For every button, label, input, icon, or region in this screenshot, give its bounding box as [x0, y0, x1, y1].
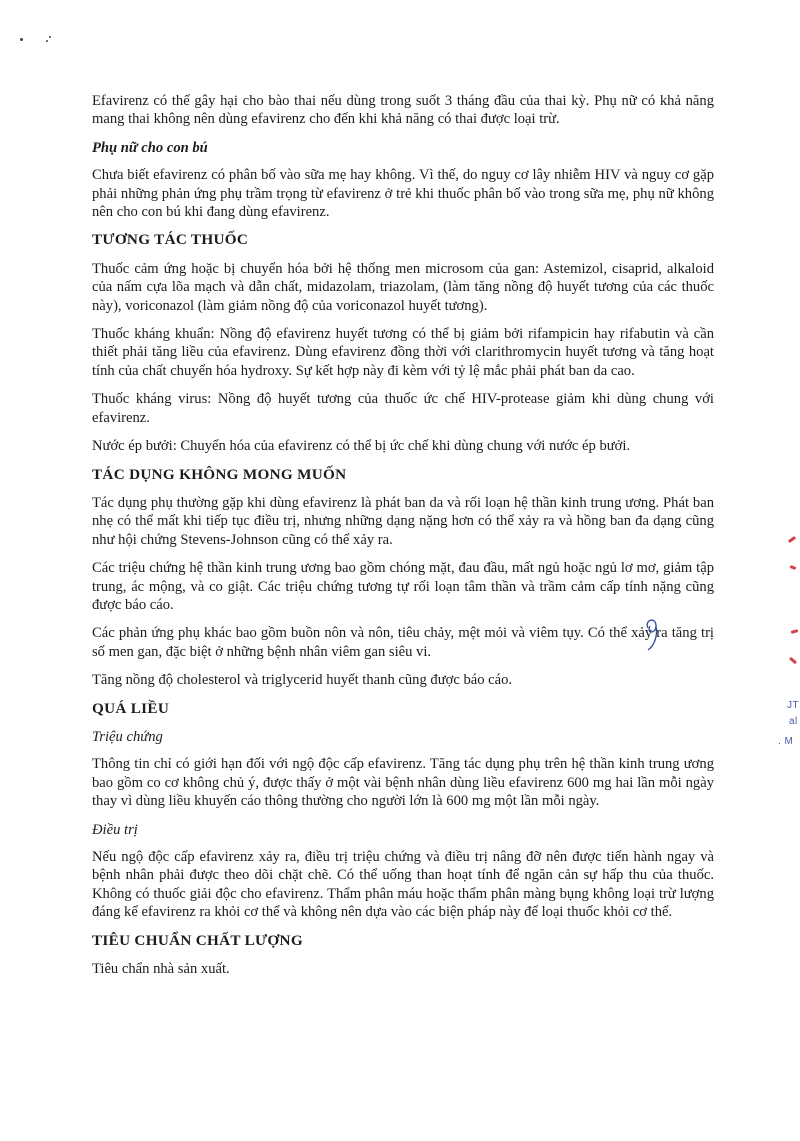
heading-drug-interactions: TƯƠNG TÁC THUỐC — [92, 231, 249, 249]
paragraph-antivirals: Thuốc kháng virus: Nồng độ huyết tương của thuốc ức chế HIV-protease giảm khi dùng chung với efavirenz. — [92, 391, 714, 426]
scan-speck — [20, 38, 23, 41]
paragraph-other-reactions: Các phản ứng phụ khác bao gồm buồn nôn và nôn, tiêu chảy, mệt mỏi và viêm tụy. Có thể xảy ra tăng trị số men gan, đặc biệt ở những bệnh nhân viêm gan siêu vi. — [92, 625, 714, 660]
subheading-breastfeeding: Phụ nữ cho con bú — [92, 139, 208, 156]
paragraph-cns-symptoms: Các triệu chứng hệ thần kinh trung ương bao gồm chóng mặt, đau đầu, mất ngủ hoặc ngủ lơ mơ, giảm tập trung, ác mộng, và co giật. Các triệu chứng tương tự rối loạn tâm thần và trầm cảm cấp tính nặng cũng được báo cáo. — [92, 560, 714, 613]
paragraph-overdose-treatment: Nếu ngộ độc cấp efavirenz xảy ra, điều trị triệu chứng và điều trị nâng đỡ nên được tiến hành ngay và bệnh nhân phải được theo dõi chặt chẽ. Có thể uống than hoạt tính để ngăn cản sự hấp thu của thuốc. Không có thuốc giải độc cho efavirenz. Thẩm phân máu hoặc thẩm phân màng bụng không loại trừ lượng đáng kể efavirenz ra khỏi cơ thể và không nên dựa vào các biện pháp này để loại thuốc khỏi cơ thể. — [92, 849, 714, 921]
paragraph-enzyme-inducers: Thuốc cảm ứng hoặc bị chuyển hóa bởi hệ thống men microsom của gan: Astemizol, cisaprid, alkaloid của nấm cựa lõa mạch và dẫn chất, midazolam, triazolam, (làm tăng nồng độ huyết tương của các thuốc này), voriconazol (làm giảm nồng độ của voriconazol huyết tương). — [92, 260, 714, 314]
scan-speck — [49, 36, 51, 38]
scan-speck — [46, 40, 48, 42]
handwritten-initial-mark — [640, 612, 670, 654]
subheading-treatment: Điều trị — [92, 821, 138, 838]
paragraph-quality-standard: Tiêu chẩn nhà sản xuất. — [92, 961, 230, 978]
paragraph-antibacterials: Thuốc kháng khuẩn: Nồng độ efavirenz huyết tương có thể bị giảm bởi rifampicin hay rifabutin và cần thiết phải tăng liều của efavirenz. Dùng efavirenz đồng thời với clarithromycin huyết tương và tăng hoạt tính của chất chuyển hóa hydroxy. Sự kết hợp này đi kèm với tỷ lệ mắc phải phát ban da cao. — [92, 326, 714, 379]
paragraph-breastfeeding: Chưa biết efavirenz có phân bố vào sữa mẹ hay không. Vì thế, do nguy cơ lây nhiễm HIV và nguy cơ gặp phải những phản ứng phụ trầm trọng từ efavirenz ở trẻ khi thuốc phân bố vào trong sữa mẹ, phụ nữ không nên cho con bú khi đang dùng efavirenz. — [92, 167, 714, 221]
paragraph-pregnancy: Efavirenz có thể gây hại cho bào thai nếu dùng trong suốt 3 tháng đầu của thai kỳ. Phụ nữ có khả năng mang thai không nên dùng efavirenz cho đến khi khả năng có thai được loại trừ. — [92, 93, 714, 128]
stamp-fragment — [790, 565, 797, 570]
stamp-text-fragment: JT — [787, 700, 800, 711]
heading-adverse-effects: TÁC DỤNG KHÔNG MONG MUỐN — [92, 465, 347, 483]
paragraph-cholesterol: Tăng nồng độ cholesterol và triglycerid huyết thanh cũng được báo cáo. — [92, 672, 513, 689]
stamp-text-fragment: . M — [778, 736, 794, 747]
paragraph-grapefruit: Nước ép bưởi: Chuyển hóa của efavirenz có thể bị ức chế khi dùng chung với nước ép bưởi. — [92, 438, 631, 455]
heading-overdose: QUÁ LIỀU — [92, 699, 170, 717]
subheading-symptoms: Triệu chứng — [92, 728, 163, 745]
heading-quality-standard: TIÊU CHUẨN CHẤT LƯỢNG — [92, 931, 303, 949]
document-page — [92, 92, 714, 988]
stamp-fragment — [789, 657, 797, 664]
stamp-text-fragment: al — [789, 716, 798, 727]
stamp-fragment — [788, 536, 796, 543]
paragraph-common-effects: Tác dụng phụ thường gặp khi dùng efavirenz là phát ban da và rối loạn hệ thần kinh trung ương. Phát ban nhẹ có thể mất khi tiếp tục điều trị, nhưng những dạng nặng hơn có thể xảy ra và hồng ban đa dạng cũng như hội chứng Stevens-Johnson cũng có thể xảy ra. — [92, 494, 714, 548]
stamp-fragment — [791, 629, 799, 634]
paragraph-overdose-symptoms: Thông tin chỉ có giới hạn đối với ngộ độc cấp efavirenz. Tăng tác dụng phụ trên hệ thần kinh trung ương bao gồm co cơ không chủ ý, được thấy ở một vài bệnh nhân dùng liều efavirenz 600 mg hai lần mỗi ngày thay vì dùng liều khuyến cáo thông thường cho người lớn là 600 mg một lần mỗi ngày. — [92, 756, 714, 810]
